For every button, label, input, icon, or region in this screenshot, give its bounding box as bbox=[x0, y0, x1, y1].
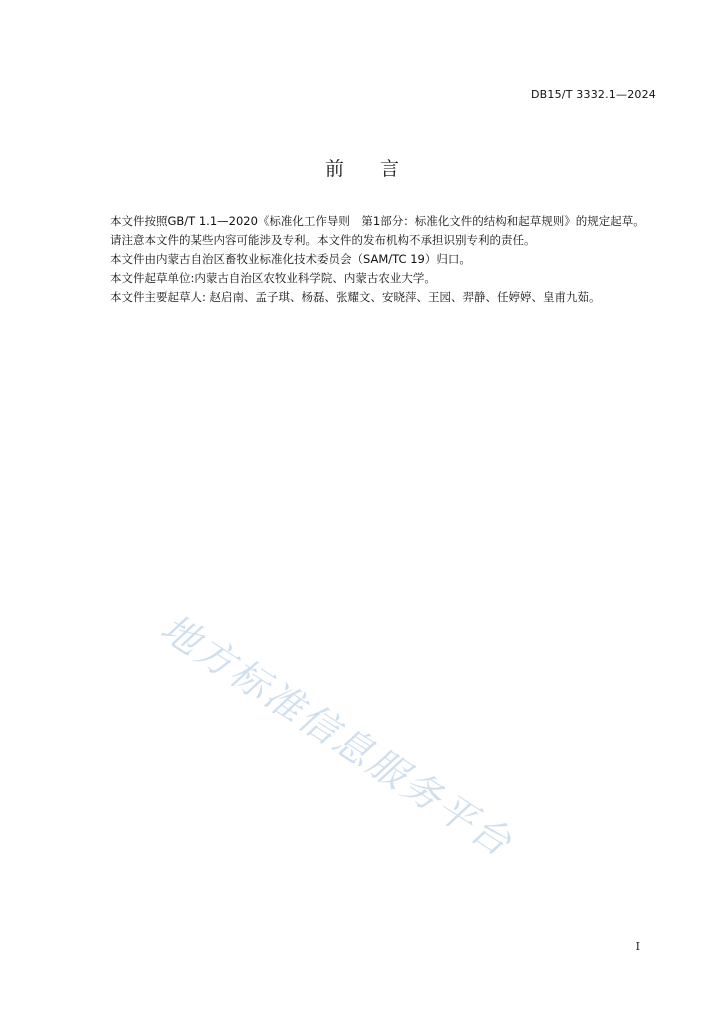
paragraph-drafting-units: 本文件起草单位:内蒙古自治区农牧业科学院、内蒙古农业大学。 bbox=[110, 271, 436, 285]
watermark: 地方标准信息服务平台 bbox=[153, 605, 521, 866]
paragraph-drafters: 本文件主要起草人: 赵启南、孟子琪、杨磊、张耀文、安晓萍、王园、羿静、任婷婷、皇甫九茹。 bbox=[110, 290, 601, 304]
paragraph-patent-notice: 请注意本文件的某些内容可能涉及专利。本文件的发布机构不承担识别专利的责任。 bbox=[110, 233, 536, 247]
page-title: 前言 bbox=[324, 158, 435, 180]
page-number: I bbox=[635, 940, 640, 953]
paragraph-committee: 本文件由内蒙古自治区畜牧业标准化技术委员会（SAM/TC 19）归口。 bbox=[110, 252, 471, 266]
document-code: DB15/T 3332.1—2024 bbox=[530, 88, 656, 101]
foreword-body bbox=[87, 212, 659, 307]
paragraph-drafting-rules: 本文件按照GB/T 1.1—2020《标准化工作导则 第1部分：标准化文件的结构和起草规则》的规定起草。 bbox=[110, 214, 645, 228]
